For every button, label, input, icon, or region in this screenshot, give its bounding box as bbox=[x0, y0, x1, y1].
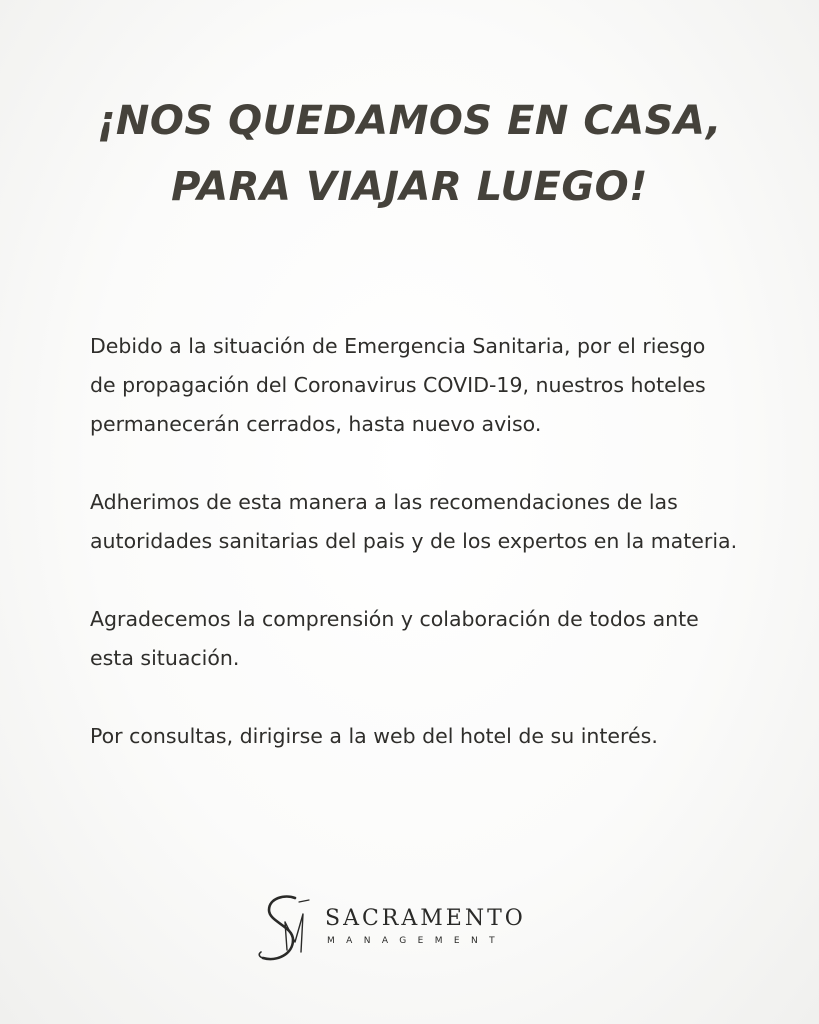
paragraph-closure-notice: Debido a la situación de Emergencia Sanitaria, por el riesgo de propagación del Coronavirus COVID-19, nuestros hoteles permanecerán cerrados, hasta nuevo aviso. bbox=[90, 334, 706, 436]
brand-name: SACRAMENTO bbox=[325, 906, 526, 931]
sm-monogram-icon bbox=[255, 892, 315, 970]
brand-subtitle: MANAGEMENT bbox=[327, 936, 506, 946]
paragraph-recommendations: Adherimos de esta manera a las recomendaciones de las autoridades sanitarias del pais y de los expertos en la materia. bbox=[90, 490, 738, 553]
headline-line-1: ¡NOS QUEDAMOS EN CASA, bbox=[97, 98, 722, 144]
paragraph-thanks: Agradecemos la comprensión y colaboración de todos ante esta situación. bbox=[90, 607, 699, 670]
announcement-body bbox=[90, 327, 770, 756]
headline bbox=[0, 88, 819, 220]
paragraph-contact: Por consultas, dirigirse a la web del hotel de su interés. bbox=[90, 724, 658, 748]
headline-line-2: PARA VIAJAR LUEGO! bbox=[171, 164, 648, 210]
sacramento-management-logo bbox=[255, 892, 575, 972]
